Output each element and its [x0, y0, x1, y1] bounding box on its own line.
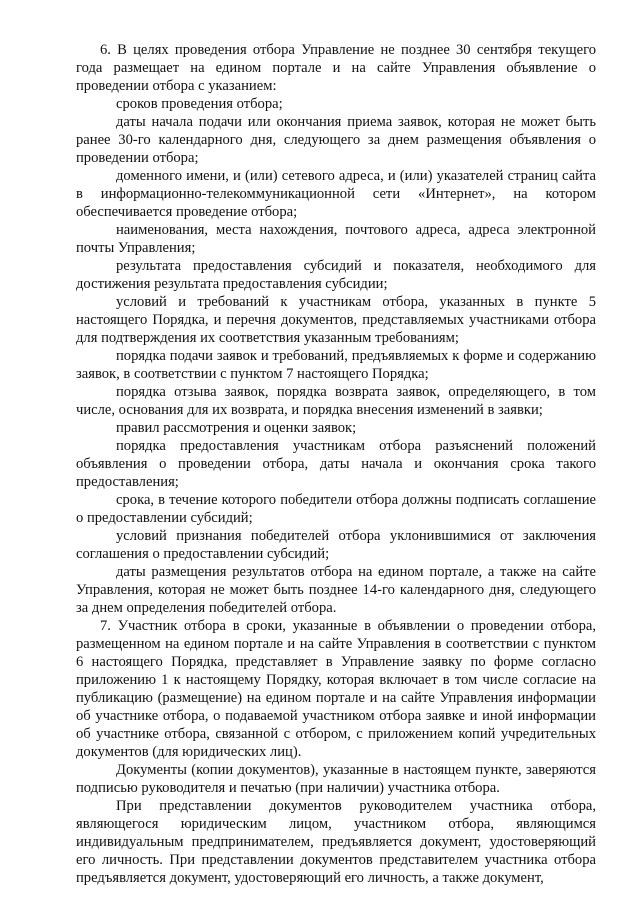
list-item: правил рассмотрения и оценки заявок;	[116, 420, 357, 436]
list-item: доменного имени, и (или) сетевого адреса, и (или) указателей страниц сайта в информационно-телекоммуникационной сети «Интернет», на котором обеспечивается проведение отбора;	[76, 168, 596, 220]
list-item: даты начала подачи или окончания приема заявок, которая не может быть ранее 30-го календарного дня, следующего за днем размещения объявления о проведении отбора;	[76, 114, 596, 166]
list-item: порядка отзыва заявок, порядка возврата заявок, определяющего, в том числе, основания для их возврата, и порядка внесения изменений в заявки;	[76, 384, 596, 418]
list-item: срока, в течение которого победители отбора должны подписать соглашение о предоставлении субсидий;	[76, 492, 596, 526]
list-item: даты размещения результатов отбора на едином портале, а также на сайте Управления, которая не может быть позднее 14-го календарного дня, следующего за днем определения победителей отбора.	[76, 564, 596, 616]
list-item: сроков проведения отбора;	[116, 96, 283, 112]
paragraph-6: 6. В целях проведения отбора Управление не позднее 30 сентября текущего года размещает на едином портале и на сайте Управления объявление о проведении отбора с указанием:	[76, 42, 596, 94]
list-item: наименования, места нахождения, почтового адреса, адреса электронной почты Управления;	[76, 222, 596, 256]
paragraph-7: 7. Участник отбора в сроки, указанные в объявлении о проведении отбора, размещенном на едином портале и на сайте Управления в соответствии с пунктом 6 настоящего Порядка, представляет в Управление заявку по форме согласно приложению 1 к настоящему Порядку, которая включает в том числе согласие на публикацию (размещение) на едином портале и на сайте Управления информации об участнике отбора, о подаваемой участником отбора заявке и иной информации об участнике отбора, связанной с отбором, с приложением копий учредительных документов (для юридических лиц).	[76, 618, 596, 760]
list-item: результата предоставления субсидий и показателя, необходимого для достижения результата предоставления субсидии;	[76, 258, 596, 292]
list-item: порядка подачи заявок и требований, предъявляемых к форме и содержанию заявок, в соответствии с пунктом 7 настоящего Порядка;	[76, 348, 596, 382]
document-body	[76, 41, 596, 887]
list-item: порядка предоставления участникам отбора разъяснений положений объявления о проведении отбора, даты начала и окончания срока такого предоставления;	[76, 438, 596, 490]
list-item: условий признания победителей отбора уклонившимися от заключения соглашения о предоставлении субсидий;	[76, 528, 596, 562]
paragraph: При представлении документов руководителем участника отбора, являющегося юридическим лицом, участником отбора, являющимся индивидуальным предпринимателем, предъявляется документ, удостоверяющий его личность. При представлении документов представителем участника отбора предъявляется документ, удостоверяющий его личность, а также документ,	[76, 798, 596, 886]
paragraph: Документы (копии документов), указанные в настоящем пункте, заверяются подписью руководителя и печатью (при наличии) участника отбора.	[76, 762, 596, 796]
list-item: условий и требований к участникам отбора, указанных в пункте 5 настоящего Порядка, и перечня документов, представляемых участниками отбора для подтверждения их соответствия указанным требованиям;	[76, 294, 596, 346]
